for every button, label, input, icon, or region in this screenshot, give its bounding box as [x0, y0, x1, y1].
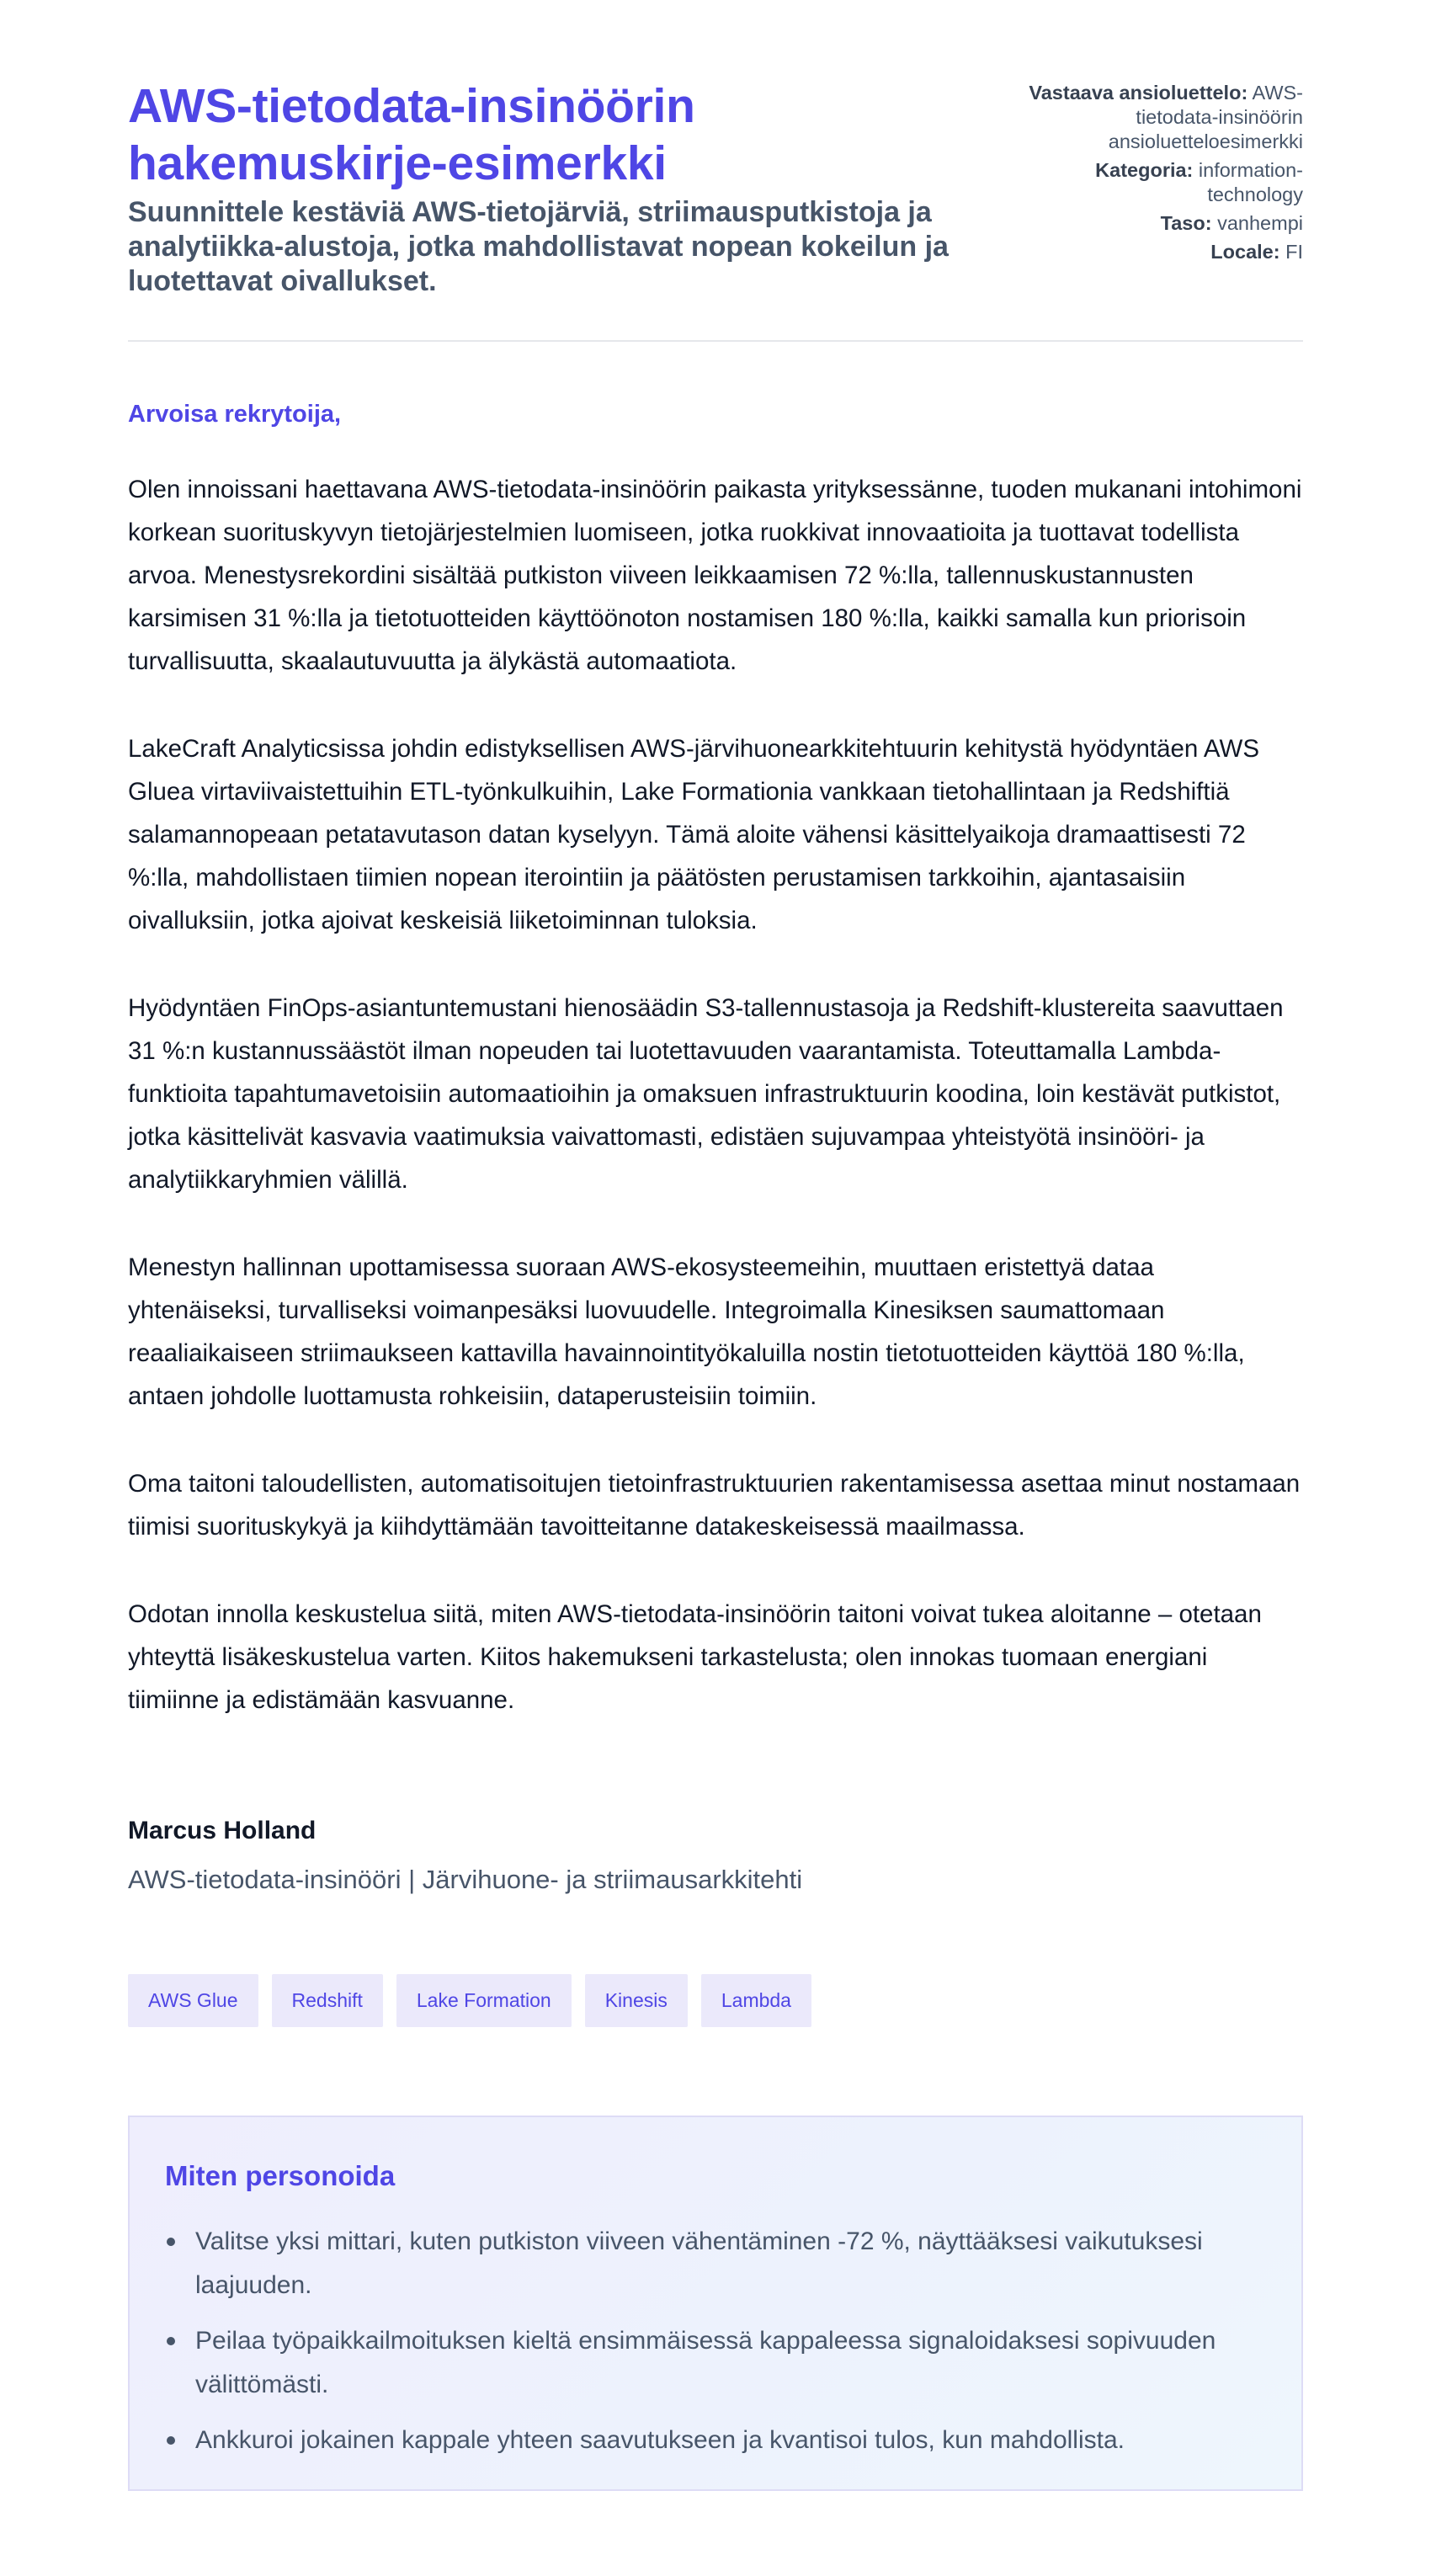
tag-redshift[interactable]: Redshift — [272, 1974, 383, 2027]
personalization-tips — [128, 2116, 1303, 2491]
page-subtitle: Suunnittele kestäviä AWS-tietojärviä, striimausputkistoja ja analytiikka-alustoja, jotka mahdollistavat nopean kokeilun ja luotettavat oivallukset. — [128, 196, 949, 297]
meta-info — [1025, 81, 1303, 269]
meta-locale-label: Locale: — [1210, 241, 1280, 263]
tips-title: Miten personoida — [165, 2160, 396, 2191]
skill-tags — [128, 1974, 811, 2027]
meta-resume-label: Vastaava ansioluettelo: — [1029, 82, 1248, 104]
tips-list — [165, 2220, 1266, 2462]
tag-lambda[interactable]: Lambda — [701, 1974, 811, 2027]
letter-paragraph: Menestyn hallinnan upottamisessa suoraan AWS-ekosysteemeihin, muuttaen eristettyä dataa yhtenäiseksi, turvalliseksi voimanpesäksi luovuudelle. Integroimalla Kinesiksen saumattomaan reaaliaikaiseen striimaukseen kattavilla havainnointityökaluilla nostin tietotuotteiden käyttöä 180 %:lla, antaen johdolle luottamusta rohkeisiin, dataperusteisiin toimiin. — [128, 1253, 1245, 1410]
meta-category-label: Kategoria: — [1095, 159, 1194, 181]
tag-kinesis[interactable]: Kinesis — [585, 1974, 688, 2027]
page-title: AWS-tietodata-insinöörin hakemuskirje-esimerkki — [128, 79, 695, 190]
letter-paragraph: Odotan innolla keskustelua siitä, miten AWS-tietodata-insinöörin taitoni voivat tukea aloitanne – otetaan yhteyttä lisäkeskustelua varten. Kiitos hakemukseni tarkastelusta; olen innokas tuomaan energiani tiimiinne ja edistämään kasvuanne. — [128, 1600, 1262, 1714]
tip-text: Valitse yksi mittari, kuten putkiston viiveen vähentäminen -72 %, näyttääksesi vaikutuksesi laajuuden. — [195, 2227, 1203, 2299]
letter-paragraph: Oma taitoni taloudellisten, automatisoitujen tietoinfrastruktuurien rakentamisessa asettaa minut nostamaan tiimisi suorituskykyä ja kiihdyttämään tavoitteitanne datakeskeisessä maailmassa. — [128, 1470, 1301, 1541]
page-header — [128, 0, 1303, 342]
meta-level — [1025, 211, 1303, 236]
meta-resume — [1025, 81, 1303, 154]
letter-paragraph: LakeCraft Analyticsissa johdin edistyksellisen AWS-järvihuonearkkitehtuurin kehitystä hyödyntäen AWS Gluea virtaviivaistettuihin ETL-työnkulkuihin, Lake Formationia vankkaan tietohallintaan ja Redshiftiä salamannopeaan petatavutason datan kyselyyn. Tämä aloite vähensi käsittelyaikoja dramaattisesti 72 %:lla, mahdollistaen tiimien nopean iterointiin ja päätösten perustamisen tarkkoihin, ajantasaisiin oivalluksiin, jotka ajoivat keskeisiä liiketoiminnan tuloksia. — [128, 735, 1260, 934]
tag-lake-formation[interactable]: Lake Formation — [396, 1974, 572, 2027]
meta-resume-link[interactable]: AWS-tietodata-insinöörin ansioluetteloesimerkki — [1108, 82, 1303, 152]
bullet-icon — [167, 2238, 175, 2246]
meta-locale — [1025, 240, 1303, 264]
letter-paragraph: Hyödyntäen FinOps-asiantuntemustani hienosäädin S3-tallennustasoja ja Redshift-klustereita saavuttaen 31 %:n kustannussäästöt ilman nopeuden tai luotettavuuden vaarantamista. Toteuttamalla Lambda-funktioita tapahtumavetoisiin automaatioihin ja omaksuen infrastruktuurin koodina, loin kestävät putkistot, jotka käsittelivät kasvavia vaatimuksia vaivattomasti, edistäen sujuvampaa yhteistyötä insinööri- ja analytiikkaryhmien välillä. — [128, 994, 1284, 1194]
tip-item — [165, 2319, 1266, 2407]
meta-locale-value: FI — [1285, 241, 1303, 263]
tip-item — [165, 2220, 1266, 2307]
bullet-icon — [167, 2436, 175, 2445]
signature-name: Marcus Holland — [128, 1817, 317, 1844]
meta-category-value: information-technology — [1198, 159, 1303, 205]
meta-level-label: Taso: — [1160, 212, 1212, 234]
signature-title: AWS-tietodata-insinööri | Järvihuone- ja striimausarkkitehti — [128, 1865, 803, 1894]
meta-category — [1025, 158, 1303, 207]
tag-aws-glue[interactable]: AWS Glue — [128, 1974, 258, 2027]
signature-block — [128, 1814, 802, 1897]
meta-level-value: vanhempi — [1217, 212, 1303, 234]
tip-item — [165, 2419, 1266, 2462]
bullet-icon — [167, 2337, 175, 2345]
letter-paragraph: Olen innoissani haettavana AWS-tietodata-insinöörin paikasta yrityksessänne, tuoden mukanani intohimoni korkean suorituskyvyn tietojärjestelmien luomiseen, jotka ruokkivat innovaatioita ja tuottavat todellista arvoa. Menestysrekordini sisältää putkiston viiveen leikkaamisen 72 %:lla, tallennuskustannusten karsimisen 31 %:lla ja tietotuotteiden käyttöönoton nostamisen 180 %:lla, kaikki samalla kun priorisoin turvallisuutta, skaalautuvuutta ja älykästä automaatiota. — [128, 476, 1302, 675]
letter-greeting: Arvoisa rekrytoija, — [128, 401, 342, 428]
tip-text: Peilaa työpaikkailmoituksen kieltä ensimmäisessä kappaleessa signaloidaksesi sopivuuden välittömästi. — [195, 2327, 1216, 2398]
letter-body — [128, 468, 1303, 1766]
cover-letter-page — [128, 0, 1303, 2454]
tip-text: Ankkuroi jokainen kappale yhteen saavutukseen ja kvantisoi tulos, kun mahdollista. — [195, 2426, 1125, 2454]
